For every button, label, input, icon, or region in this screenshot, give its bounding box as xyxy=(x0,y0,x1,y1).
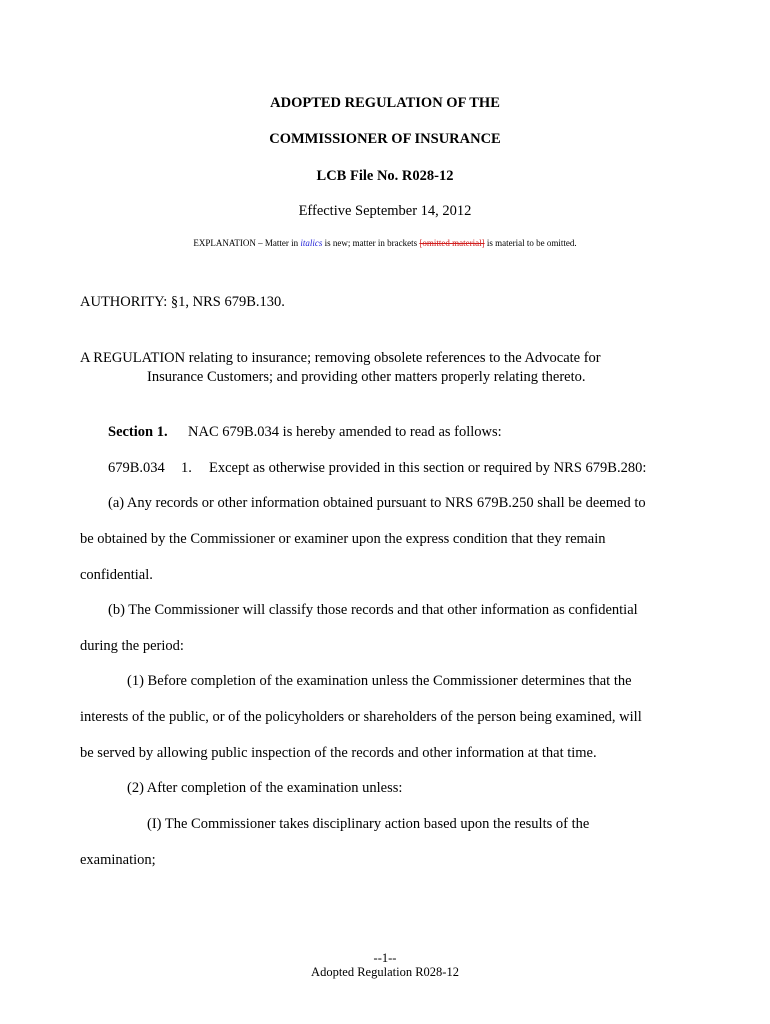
footer-label: Adopted Regulation R028-12 xyxy=(311,965,459,979)
explanation-part-1: EXPLANATION – Matter in xyxy=(193,238,301,248)
subparagraph-1-line-3: be served by allowing public inspection of the records and other information at that time. xyxy=(80,745,597,761)
regulation-line-1: A REGULATION relating to insurance; removing obsolete references to the Advocate for xyxy=(80,350,601,366)
section-number: 679B.034 xyxy=(108,460,165,476)
regulation-line-2: Insurance Customers; and providing other matters properly relating thereto. xyxy=(147,369,586,385)
paragraph-a-line-3: confidential. xyxy=(80,567,153,583)
page-number: --1-- xyxy=(373,951,397,965)
file-number: LCB File No. R028-12 xyxy=(316,168,454,184)
effective-date: Effective September 14, 2012 xyxy=(298,203,472,219)
authority-line: AUTHORITY: §1, NRS 679B.130. xyxy=(80,294,285,310)
subparagraph-1-line-2: interests of the public, or of the policyholders or shareholders of the person being examined, will xyxy=(80,709,642,725)
paragraph-a-line-1: (a) Any records or other information obtained pursuant to NRS 679B.250 shall be deemed to xyxy=(108,495,646,511)
explanation-note xyxy=(0,237,770,249)
section-text: NAC 679B.034 is hereby amended to read as follows: xyxy=(188,424,502,440)
explanation-italics: italics xyxy=(300,238,323,248)
title-line-1: ADOPTED REGULATION OF THE xyxy=(270,95,500,111)
subsection-text: Except as otherwise provided in this section or required by NRS 679B.280: xyxy=(209,460,647,476)
subparagraph-I-line-1: (I) The Commissioner takes disciplinary action based upon the results of the xyxy=(147,816,590,832)
subparagraph-I-line-2: examination; xyxy=(80,852,156,868)
paragraph-b-line-1: (b) The Commissioner will classify those records and that other information as confidential xyxy=(108,602,638,618)
subparagraph-2-line-1: (2) After completion of the examination unless: xyxy=(127,780,403,796)
explanation-part-3: is material to be omitted. xyxy=(484,238,577,248)
section-label: Section 1. xyxy=(108,424,168,440)
paragraph-b-line-2: during the period: xyxy=(80,638,184,654)
explanation-part-2: is new; matter in brackets xyxy=(322,238,420,248)
explanation-omitted: [omitted material] xyxy=(419,238,485,248)
paragraph-a-line-2: be obtained by the Commissioner or examiner upon the express condition that they remain xyxy=(80,531,606,547)
subsection-number: 1. xyxy=(181,460,192,476)
subparagraph-1-line-1: (1) Before completion of the examination unless the Commissioner determines that the xyxy=(127,673,632,689)
title-line-2: COMMISSIONER OF INSURANCE xyxy=(269,131,501,147)
